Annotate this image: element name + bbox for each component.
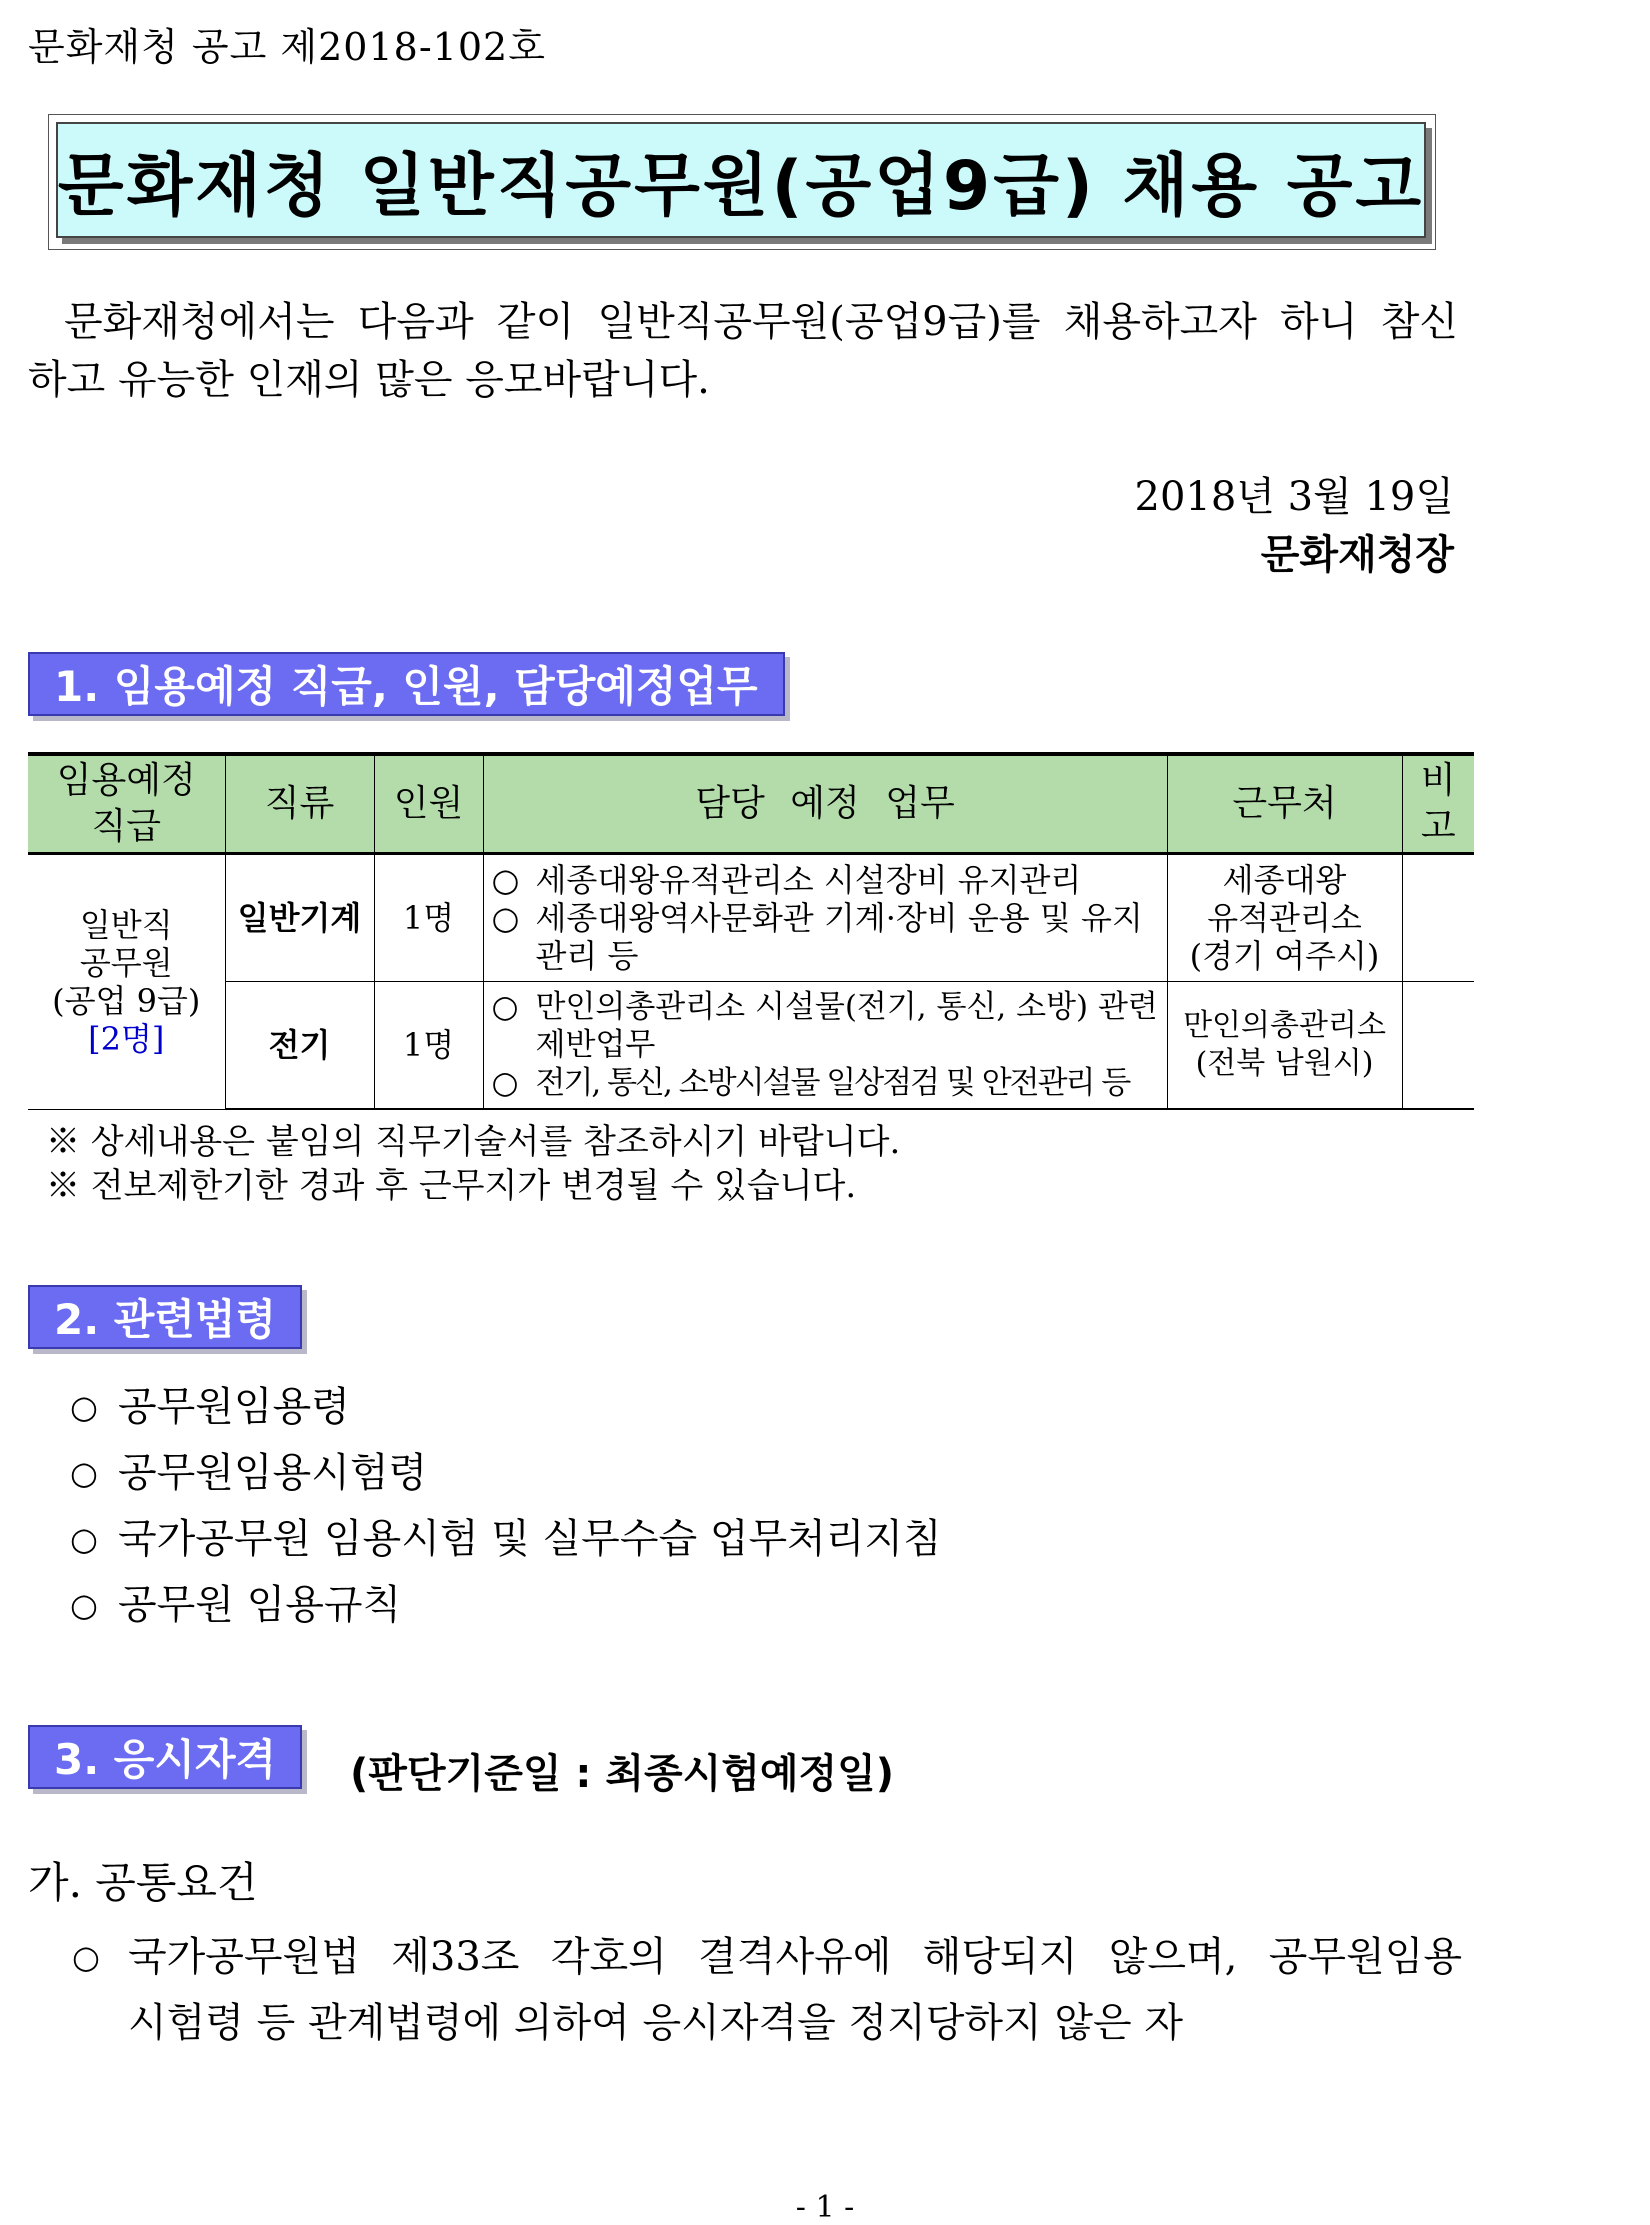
place-cell: [1167, 982, 1402, 1110]
header-grade: 임용예정 직급: [28, 754, 225, 854]
requirement-item: [72, 1924, 1462, 2056]
intro-line-2: 하고 유능한 인재의 많은 응모바랍니다.: [28, 357, 710, 403]
subheading-common-requirements: 가. 공통요건: [28, 1858, 258, 1907]
intro-line-1: 문화재청에서는 다음과 같이 일반직공무원(공업9급)를 채용하고자 하니 참신: [64, 299, 1458, 345]
place-line: (전북 남원시): [1195, 1046, 1374, 1081]
requirement-line-1: ○ 국가공무원법 제33조 각호의 결격사유에 해당되지 않으며, 공무원임용: [128, 1934, 1462, 1980]
section-3-heading: 3. 응시자격: [28, 1725, 302, 1789]
place-line: 세종대왕: [1222, 861, 1347, 899]
list-item: ○ 공무원임용령: [70, 1374, 942, 1440]
notice-number: 문화재청 공고 제2018-102호: [28, 25, 546, 69]
note-line: ※ 상세내용은 붙임의 직무기술서를 참조하시기 바랍니다.: [46, 1122, 901, 1162]
announcement-date: 2018년 3월 19일: [1134, 474, 1454, 520]
grade-line-3: (공업 9급): [52, 981, 201, 1020]
duty-cell: [483, 982, 1167, 1110]
criteria-date-note: (판단기준일 : 최종시험예정일): [350, 1751, 895, 1797]
duty-cell: [483, 854, 1167, 982]
duty-item: ○ 만인의총관리소 시설물(전기, 통신, 소방) 관련 제반업무: [492, 988, 1163, 1064]
table-header-row: [28, 754, 1474, 854]
list-item: ○ 공무원 임용규칙: [70, 1572, 942, 1638]
requirement-line-2: 시험령 등 관계법령에 의하여 응시자격을 정지당하지 않은 자: [128, 2000, 1184, 2046]
title-box: [56, 122, 1426, 238]
place-line: (경기 여주시): [1189, 937, 1380, 975]
intro-paragraph: [28, 293, 1458, 409]
grade-cell: [28, 854, 225, 1110]
header-series: 직류: [225, 754, 374, 854]
header-place: 근무처: [1167, 754, 1402, 854]
page-number: - 1 -: [795, 2190, 855, 2225]
note-cell: [1402, 854, 1474, 982]
duty-item: ○ 전기, 통신, 소방시설물 일상점검 및 안전관리 등: [492, 1064, 1163, 1102]
duty-item: ○ 세종대왕유적관리소 시설장비 유지관리: [492, 861, 1163, 899]
list-item: ○ 국가공무원 임용시험 및 실무수습 업무처리지침: [70, 1506, 942, 1572]
signature-block: [1135, 468, 1455, 584]
grade-line-1: 일반직: [79, 905, 173, 944]
grade-total: [2명]: [88, 1019, 165, 1058]
note-cell: [1402, 982, 1474, 1110]
list-item: ○ 공무원임용시험령: [70, 1440, 942, 1506]
section-2-heading: 2. 관련법령: [28, 1285, 302, 1349]
place-cell: [1167, 854, 1402, 982]
note-line: ※ 전보제한기한 경과 후 근무지가 변경될 수 있습니다.: [46, 1166, 857, 1206]
duty-item: ○ 세종대왕역사문화관 기계·장비 운용 및 유지관리 등: [492, 899, 1163, 975]
header-duty: 담당 예정 업무: [483, 754, 1167, 854]
count-cell: 1명: [374, 982, 483, 1110]
header-count: 인원: [374, 754, 483, 854]
document-title: 문화재청 일반직공무원(공업9급) 채용 공고: [57, 146, 1425, 226]
table-row: [28, 982, 1474, 1110]
grade-line-2: 공무원: [79, 943, 173, 982]
table-notes: [46, 1120, 900, 1208]
place-line: 유적관리소: [1207, 899, 1362, 937]
related-laws-list: [70, 1374, 942, 1638]
header-note: 비고: [1402, 754, 1474, 854]
section-1-heading: 1. 임용예정 직급, 인원, 담당예정업무: [28, 652, 785, 716]
issuing-org: 문화재청장: [1260, 531, 1454, 578]
position-table: [28, 752, 1474, 1110]
place-line: 만인의총관리소: [1183, 1008, 1386, 1043]
series-cell: 전기: [225, 982, 374, 1110]
count-cell: 1명: [374, 854, 483, 982]
series-cell: 일반기계: [225, 854, 374, 982]
table-row: [28, 854, 1474, 982]
